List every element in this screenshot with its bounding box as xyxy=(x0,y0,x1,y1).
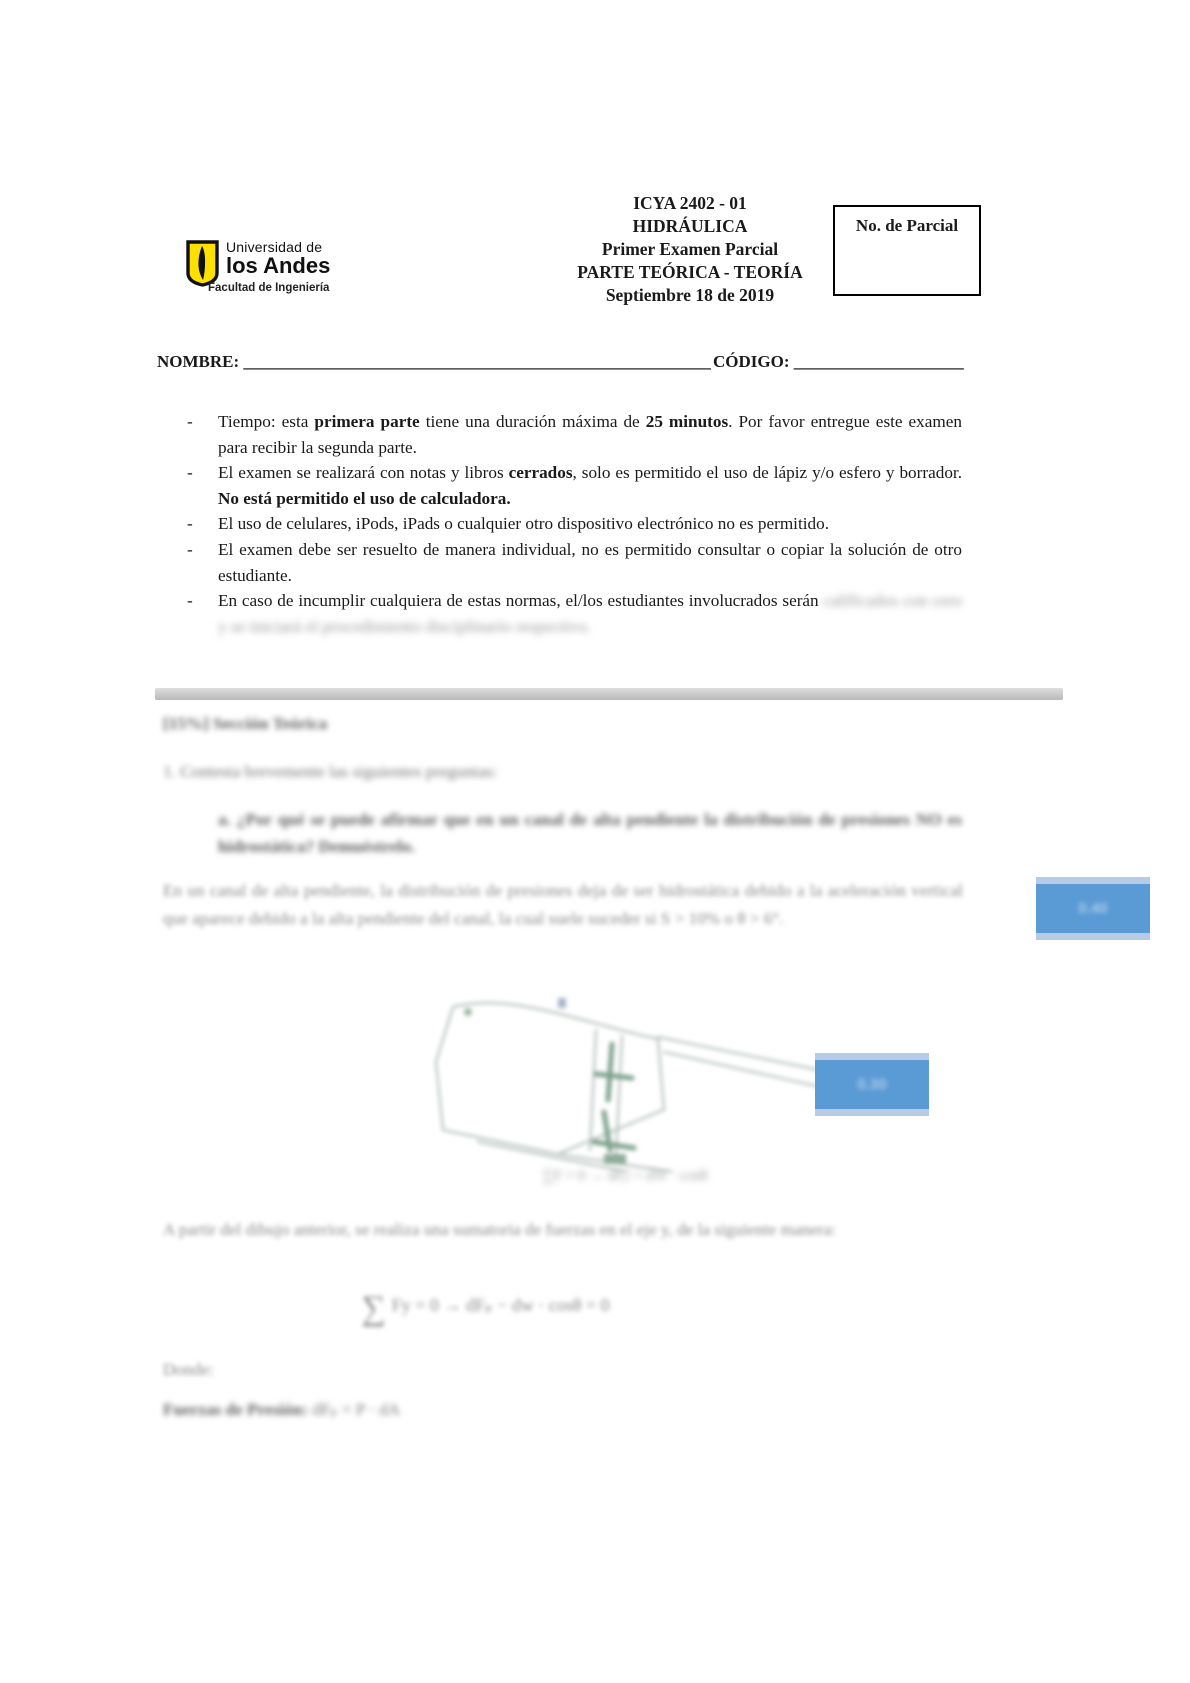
parcial-box-label: No. de Parcial xyxy=(855,216,959,235)
instruction-text-blurred: calificados con cero y se iniciará el procedimiento disciplinario respectivo. xyxy=(218,591,962,636)
instruction-text-bold: No está permitido el uso de calculadora. xyxy=(218,488,511,508)
instruction-text-bold: 25 minutos xyxy=(645,412,729,431)
instruction-text-bold: primera parte xyxy=(314,412,420,431)
nombre-label: NOMBRE: xyxy=(157,352,240,371)
channel-sketch-figure xyxy=(408,982,838,1172)
grade-badge-2 xyxy=(815,1053,929,1116)
exam-date: Septiembre 18 de 2019 xyxy=(605,285,775,305)
instruction-text: El examen debe ser resuelto de manera individual, no es permitido consultar o copiar la solución de otro estudiante. xyxy=(218,539,962,585)
identity-row xyxy=(157,352,1057,372)
instruction-text: El examen se realizará con notas y libros xyxy=(218,463,509,483)
nombre-blank-line: _______________________________________________________ xyxy=(243,352,711,371)
sigma-symbol: ∑ xyxy=(361,1290,386,1327)
logo-university-line: Universidad de xyxy=(226,239,323,255)
instruction-text: tiene una duración máxima de xyxy=(419,412,646,431)
codigo-blank-line: ____________________ xyxy=(793,352,964,371)
instruction-text: El uso de celulares, iPods, iPads o cualquier otro dispositivo electrónico no es permitido. xyxy=(218,514,829,534)
question-1a: a. ¿Por qué se puede afirmar que en un canal de alta pendiente la distribución de presiones NO es hidrostática? Demuéstrelo. xyxy=(218,810,962,856)
figure-caption: ∑F = 0 → dFₚ = dW · cosθ xyxy=(542,1168,708,1184)
course-name: HIDRÁULICA xyxy=(632,216,748,236)
exam-name: Primer Examen Parcial xyxy=(601,239,779,259)
divider-bar xyxy=(155,688,1063,700)
dash-bullet: - xyxy=(187,463,193,483)
instruction-item-time xyxy=(185,409,962,460)
dash-bullet: - xyxy=(187,591,193,611)
parcial-number-box xyxy=(833,205,981,296)
pressure-force-line xyxy=(163,1400,400,1420)
instruction-text: En caso de incumplir cualquiera de estas normas, el/los estudiantes involucrados serán xyxy=(218,591,824,611)
instruction-item-penalty xyxy=(185,588,962,639)
answer-paragraph: En un canal de alta pendiente, la distribución de presiones deja de ser hidrostática debido a la aceleración vertical que aparece debido a la alta pendiente del canal, la cual suele suceder si S > 10% o θ > 6°. xyxy=(163,881,963,928)
instruction-item-individual xyxy=(185,537,962,588)
dash-bullet: - xyxy=(187,514,193,534)
instruction-text: . Por favor entregue este examen para recibir la segunda parte. xyxy=(218,412,962,457)
sum-paragraph: A partir del dibujo anterior, se realiza una sumatoria de fuerzas en el eje y, de la siguiente manera: xyxy=(163,1220,836,1239)
logo-andes-line: los Andes xyxy=(226,253,331,278)
formula-body: Fy = 0 → dFₚ − dw · cosθ = 0 xyxy=(391,1295,610,1315)
exam-part: PARTE TEÓRICA - TEORÍA xyxy=(577,262,803,282)
instruction-text: Tiempo: esta xyxy=(218,412,315,431)
dash-bullet: - xyxy=(187,539,193,559)
codigo-label: CÓDIGO: xyxy=(713,352,790,371)
grade-badge-2-value: 0.30 xyxy=(857,1076,887,1093)
instruction-item-devices xyxy=(185,511,962,537)
force-sum-formula xyxy=(163,1290,808,1328)
instruction-text: , solo es permitido el uso de lápiz y/o esfero y borrador. xyxy=(572,463,962,483)
instruction-item-closed-book xyxy=(185,460,962,511)
pressure-force-formula: dFₚ = P · dA xyxy=(307,1400,401,1419)
instruction-text-bold: cerrados xyxy=(508,463,573,483)
section-heading: [15%] Sección Teórica xyxy=(163,714,328,733)
question-1: 1. Contesta brevemente las siguientes preguntas: xyxy=(163,762,498,781)
instructions-list xyxy=(185,409,962,639)
pressure-force-label: Fuerzas de Presión: xyxy=(163,1400,308,1419)
grade-badge-1-value: 0.40 xyxy=(1078,900,1108,917)
donde-label: Donde: xyxy=(163,1360,214,1379)
dash-bullet: - xyxy=(187,412,193,431)
channel-diagram-icon xyxy=(408,982,838,1172)
grade-badge-1 xyxy=(1036,877,1150,940)
logo-faculty-line: Facultad de Ingeniería xyxy=(208,282,330,294)
course-code: ICYA 2402 - 01 xyxy=(633,193,747,213)
exam-title-block xyxy=(520,192,860,307)
